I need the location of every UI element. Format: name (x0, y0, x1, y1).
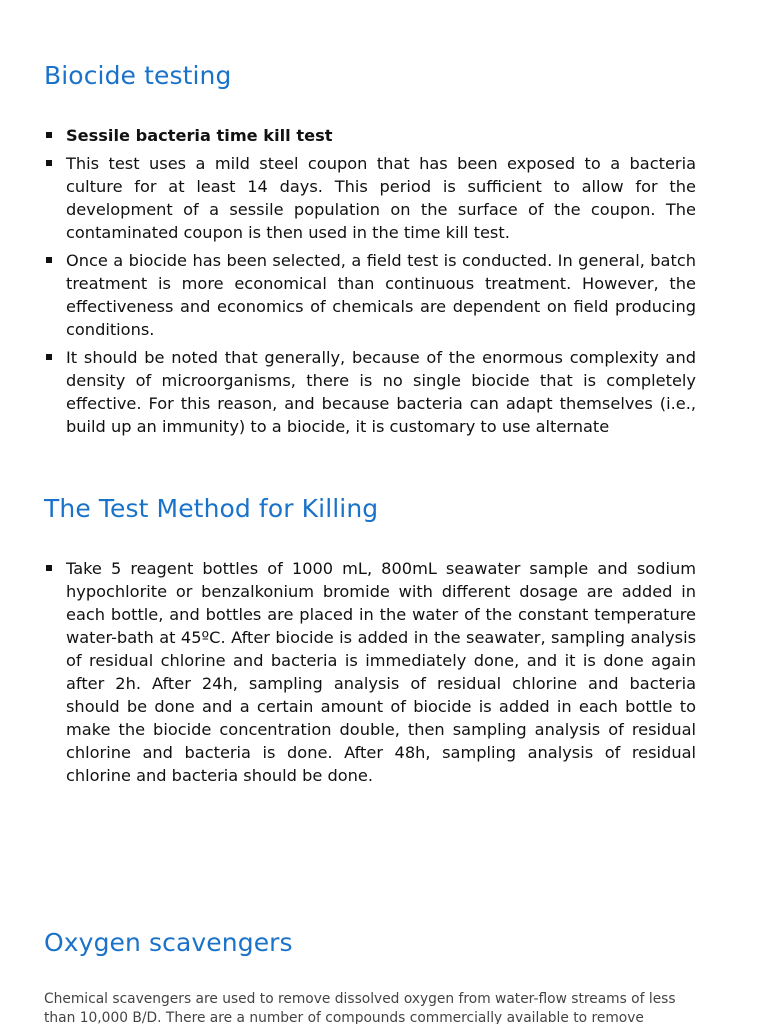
bullet-item (44, 557, 696, 787)
slide-oxygen-scavengers (0, 910, 768, 1024)
bullet-item (44, 249, 696, 341)
bullet-text: Take 5 reagent bottles of 1000 mL, 800mL seawater sample and sodium hypochlorite or benzalkonium bromide with different dosage are added in each bottle, and bottles are placed in the water of the constant temperature water-bath at 45ºC. After biocide is added in the seawater, sampling analysis of residual chlorine and bacteria is immediately done, and it is done again after 2h. After 24h, sampling analysis of residual chlorine and bacteria should be done and a certain amount of biocide is added in each bottle to make the biocide concentration double, then sampling analysis of residual chlorine and bacteria is done. After 48h, sampling analysis of residual chlorine and bacteria should be done. (66, 559, 696, 785)
square-bullet-icon (46, 354, 52, 360)
body-paragraph: Chemical scavengers are used to remove dissolved oxygen from water-flow streams of less than 10,000 B/D. There are a number of compounds commercially available to remove (44, 991, 676, 1024)
bullet-text: Sessile bacteria time kill test (66, 126, 333, 145)
bullet-list (44, 557, 696, 792)
square-bullet-icon (46, 132, 52, 138)
bullet-text: Once a biocide has been selected, a field test is conducted. In general, batch treatment is more economical than continuous treatment. However, the effectiveness and economics of chemicals are dependent on field producing conditions. (66, 251, 696, 339)
square-bullet-icon (46, 565, 52, 571)
slide-title: Oxygen scavengers (44, 928, 293, 957)
slide-test-method (0, 470, 768, 800)
slide-title: Biocide testing (44, 61, 232, 90)
slide-biocide-testing (0, 0, 768, 436)
slide-title: The Test Method for Killing (44, 494, 379, 523)
square-bullet-icon (46, 257, 52, 263)
bullet-text: It should be noted that generally, because of the enormous complexity and density of microorganisms, there is no single biocide that is completely effective. For this reason, and because bacteria can adapt themselves (i.e., build up an immunity) to a biocide, it is customary to use alternate (66, 348, 696, 436)
bullet-list (44, 124, 696, 436)
bullet-text: This test uses a mild steel coupon that has been exposed to a bacteria culture for at least 14 days. This period is sufficient to allow for the development of a sessile population on the surface of the coupon. The contaminated coupon is then used in the time kill test. (66, 154, 696, 242)
bullet-item (44, 124, 696, 147)
bullet-item (44, 346, 696, 436)
square-bullet-icon (46, 160, 52, 166)
bullet-item (44, 152, 696, 244)
